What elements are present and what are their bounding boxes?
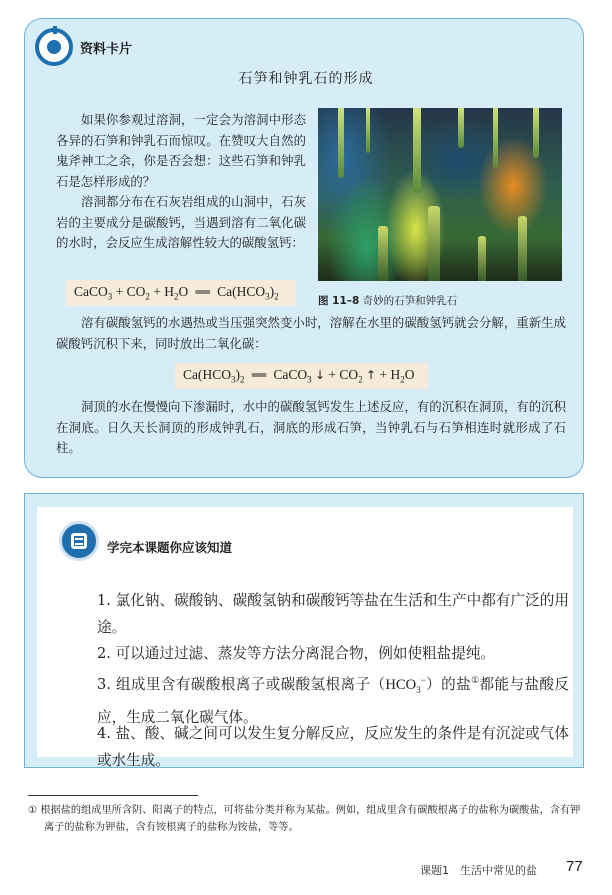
gas-arrow-icon: ↑ [366,368,377,382]
figure-number: 图 11–8 [318,295,360,307]
figure-caption-text: 奇妙的石笋和钟乳石 [362,295,458,307]
info-paragraph-1 [56,110,306,254]
info-card-icon [35,28,73,66]
footnote-ref: ① [471,676,480,686]
page-number: 77 [566,858,583,875]
learning-item-4: 4. 盐、酸、碱之间可以发生复分解反应，反应发生的条件是有沉淀或气体或水生成。 [97,725,569,769]
notebook-icon [59,521,99,561]
info-paragraph-1a: 如果你参观过溶洞，一定会为溶洞中形态各异的石笋和钟乳石而惊叹。在赞叹大自然的鬼斧神工之余，你是否会想：这些石笋和钟乳石是怎样形成的？ [56,112,306,189]
learning-item-2: 2. 可以通过过滤、蒸发等方法分离混合物，例如使粗盐提纯。 [97,645,496,662]
learning-item-3: 3. 组成里含有碳酸根离子或碳酸氢根离子$(HCO_3^-)$的盐①都能与盐酸反应，生成二氧化碳气体。 [97,675,569,726]
info-paragraph-2: 溶有碳酸氢钙的水遇热或当压强突然变小时，溶解在水里的碳酸氢钙就会分解，重新生成碳酸钙沉积下来，同时放出二氧化碳： [56,315,566,351]
formula-decomposition: $Ca(HCO_3)_2$ ══ CaCO$_3$ ↓ + $CO_2$ ↑ + $H_2O$ [175,363,428,389]
formula-dissolution: CaCO$_3$ + $CO_2 + H_2O$ ══ $Ca(HCO_3)_2$ [66,280,296,306]
info-paragraph-1b: 溶洞都分布在石灰岩组成的山洞中，石灰岩的主要成分是碳酸钙，当遇到溶有二氧化碳的水时，会反应生成溶解性较大的碳酸氢钙： [56,194,306,250]
figure-caption [318,293,457,308]
precipitate-arrow-icon: ↓ [314,368,326,382]
running-footer: 课题1 生活中常见的盐 [420,864,537,877]
info-card-label: 资料卡片 [80,42,133,57]
info-paragraph-3: 洞顶的水在慢慢向下渗漏时，水中的碳酸氢钙发生上述反应，有的沉积在洞顶，有的沉积在洞底。日久天长洞顶的形成钟乳石，洞底的形成石笋，当钟乳石与石笋相连时就形成了石柱。 [56,399,566,455]
learning-summary-inner [37,507,573,769]
footnote-divider [28,795,198,796]
info-card-title: 石笋和钟乳石的形成 [238,71,374,87]
learning-summary-card [24,493,584,768]
learning-item-1: 1. 氯化钠、碳酸钠、碳酸氢钠和碳酸钙等盐在生活和生产中都有广泛的用途。 [97,592,569,636]
learning-summary-title: 学完本课题你应该知道 [107,540,233,555]
bicarbonate-ion: $HCO_3^-$ [385,675,426,695]
footnote: ① 根据盐的组成里所含阴、阳离子的特点，可将盐分类并称为某盐。例如，组成里含有碳酸根离子的盐称为碳酸盐，含有钾离子的盐称为钾盐，含有铵根离子的盐称为铵盐，等等。 [28,805,581,833]
cave-photo [318,108,562,281]
